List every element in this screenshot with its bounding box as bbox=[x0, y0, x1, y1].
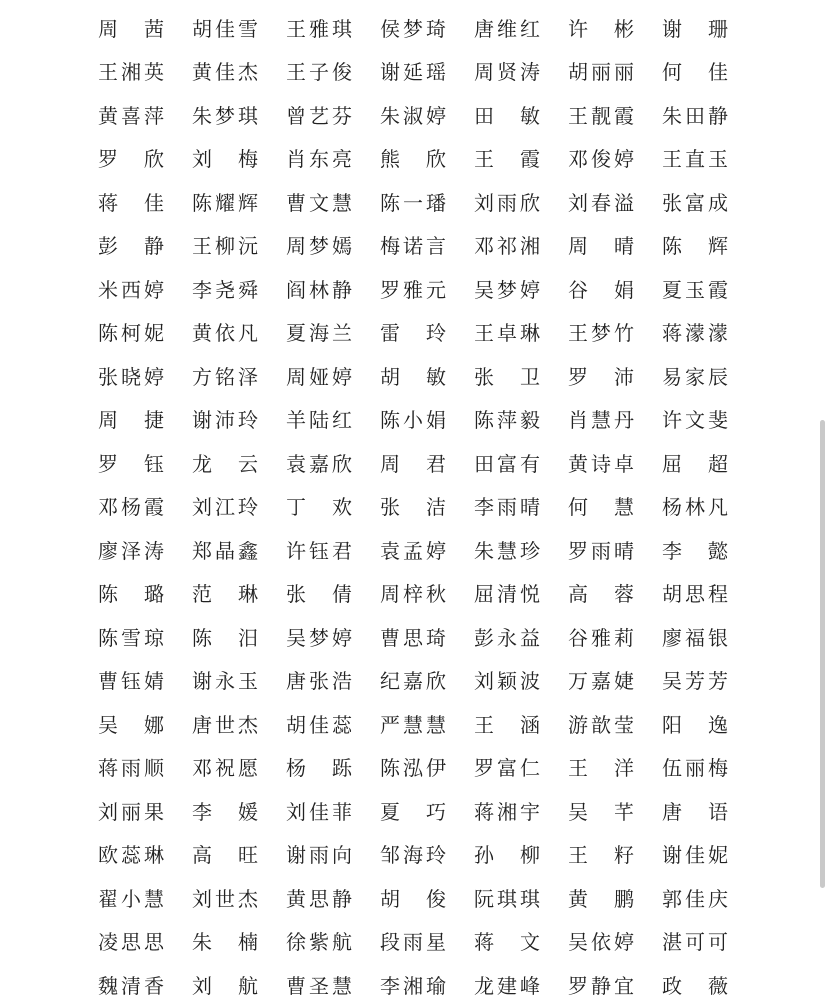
name-cell: 陈 璐 bbox=[98, 582, 164, 607]
name-cell: 雷 玲 bbox=[380, 321, 446, 346]
name-cell: 周 晴 bbox=[568, 234, 634, 259]
name-cell: 侯 梦 琦 bbox=[380, 16, 446, 41]
name-cell: 严 慧 慧 bbox=[380, 712, 446, 737]
name-row bbox=[98, 921, 738, 965]
name-cell: 许 彬 bbox=[568, 16, 634, 41]
name-cell: 肖 东 亮 bbox=[286, 147, 352, 172]
name-cell: 谢 珊 bbox=[662, 16, 728, 41]
name-cell: 陈 汨 bbox=[192, 625, 258, 650]
name-cell: 高 旺 bbox=[192, 843, 258, 868]
name-row bbox=[98, 51, 738, 95]
name-cell: 邓 祁 湘 bbox=[474, 234, 540, 259]
name-cell: 刘 颖 波 bbox=[474, 669, 540, 694]
name-cell: 王 直 玉 bbox=[662, 147, 728, 172]
name-cell: 王 雅 琪 bbox=[286, 16, 352, 41]
name-cell: 田 富 有 bbox=[474, 451, 540, 476]
name-cell: 陈 雪 琼 bbox=[98, 625, 164, 650]
name-cell: 屈 超 bbox=[662, 451, 728, 476]
name-cell: 刘 丽 果 bbox=[98, 799, 164, 824]
name-row bbox=[98, 877, 738, 921]
name-cell: 刘 世 杰 bbox=[192, 886, 258, 911]
name-row bbox=[98, 312, 738, 356]
name-cell: 唐 维 红 bbox=[474, 16, 540, 41]
name-row bbox=[98, 399, 738, 443]
name-cell: 王 籽 bbox=[568, 843, 634, 868]
name-cell: 朱 梦 琪 bbox=[192, 103, 258, 128]
name-cell: 许 钰 君 bbox=[286, 538, 352, 563]
name-cell: 黄 喜 萍 bbox=[98, 103, 164, 128]
name-row bbox=[98, 747, 738, 791]
name-cell: 谷 雅 莉 bbox=[568, 625, 634, 650]
vertical-scrollbar[interactable] bbox=[820, 420, 825, 888]
name-cell: 朱 楠 bbox=[192, 930, 258, 955]
name-row bbox=[98, 355, 738, 399]
name-cell: 夏 玉 霞 bbox=[662, 277, 728, 302]
name-cell: 阎 林 静 bbox=[286, 277, 352, 302]
name-cell: 蒋 湘 宇 bbox=[474, 799, 540, 824]
name-cell: 陈 小 娟 bbox=[380, 408, 446, 433]
name-cell: 许 文 斐 bbox=[662, 408, 728, 433]
name-cell: 黄 佳 杰 bbox=[192, 60, 258, 85]
name-cell: 张 富 成 bbox=[662, 190, 728, 215]
name-cell: 张 卫 bbox=[474, 364, 540, 389]
name-cell: 黄 鹏 bbox=[568, 886, 634, 911]
name-cell: 刘 春 溢 bbox=[568, 190, 634, 215]
name-cell: 邓 俊 婷 bbox=[568, 147, 634, 172]
name-cell: 王 子 俊 bbox=[286, 60, 352, 85]
name-cell: 何 佳 bbox=[662, 60, 728, 85]
name-cell: 王 霞 bbox=[474, 147, 540, 172]
name-cell: 邓 杨 霞 bbox=[98, 495, 164, 520]
name-cell: 周 捷 bbox=[98, 408, 164, 433]
name-row bbox=[98, 964, 738, 1008]
name-cell: 郑 晶 鑫 bbox=[192, 538, 258, 563]
name-cell: 丁 欢 bbox=[286, 495, 352, 520]
name-cell: 吴 梦 婷 bbox=[286, 625, 352, 650]
name-cell: 易 家 辰 bbox=[662, 364, 728, 389]
name-cell: 吴 梦 婷 bbox=[474, 277, 540, 302]
name-cell: 周 梓 秋 bbox=[380, 582, 446, 607]
name-cell: 欧 蕊 琳 bbox=[98, 843, 164, 868]
name-cell: 廖 福 银 bbox=[662, 625, 728, 650]
name-cell: 谢 延 瑶 bbox=[380, 60, 446, 85]
name-cell: 吴 芊 bbox=[568, 799, 634, 824]
name-cell: 杨 跞 bbox=[286, 756, 352, 781]
name-cell: 陈 辉 bbox=[662, 234, 728, 259]
name-cell: 龙 建 峰 bbox=[474, 973, 540, 998]
name-cell: 范 琳 bbox=[192, 582, 258, 607]
name-cell: 谢 佳 妮 bbox=[662, 843, 728, 868]
name-cell: 郭 佳 庆 bbox=[662, 886, 728, 911]
name-cell: 游 歆 莹 bbox=[568, 712, 634, 737]
name-cell: 羊 陆 红 bbox=[286, 408, 352, 433]
name-cell: 谷 娟 bbox=[568, 277, 634, 302]
name-cell: 袁 孟 婷 bbox=[380, 538, 446, 563]
name-cell: 田 敏 bbox=[474, 103, 540, 128]
name-cell: 黄 思 静 bbox=[286, 886, 352, 911]
name-cell: 纪 嘉 欣 bbox=[380, 669, 446, 694]
name-cell: 孙 柳 bbox=[474, 843, 540, 868]
name-cell: 陈 一 璠 bbox=[380, 190, 446, 215]
name-cell: 王 湘 英 bbox=[98, 60, 164, 85]
name-cell: 陈 萍 毅 bbox=[474, 408, 540, 433]
name-cell: 蒋 佳 bbox=[98, 190, 164, 215]
name-cell: 邓 祝 愿 bbox=[192, 756, 258, 781]
name-cell: 唐 世 杰 bbox=[192, 712, 258, 737]
name-cell: 李 媛 bbox=[192, 799, 258, 824]
name-cell: 谢 沛 玲 bbox=[192, 408, 258, 433]
name-cell: 熊 欣 bbox=[380, 147, 446, 172]
name-cell: 谢 雨 向 bbox=[286, 843, 352, 868]
name-cell: 阳 逸 bbox=[662, 712, 728, 737]
name-cell: 李 雨 晴 bbox=[474, 495, 540, 520]
name-cell: 周 贤 涛 bbox=[474, 60, 540, 85]
name-cell: 吴 依 婷 bbox=[568, 930, 634, 955]
name-cell: 黄 依 凡 bbox=[192, 321, 258, 346]
name-cell: 王 卓 琳 bbox=[474, 321, 540, 346]
name-cell: 彭 静 bbox=[98, 234, 164, 259]
name-row bbox=[98, 225, 738, 269]
name-cell: 陈 柯 妮 bbox=[98, 321, 164, 346]
name-cell: 万 嘉 婕 bbox=[568, 669, 634, 694]
name-cell: 罗 雨 晴 bbox=[568, 538, 634, 563]
name-cell: 王 洋 bbox=[568, 756, 634, 781]
name-cell: 朱 慧 珍 bbox=[474, 538, 540, 563]
name-cell: 李 湘 瑜 bbox=[380, 973, 446, 998]
name-cell: 米 西 婷 bbox=[98, 277, 164, 302]
name-cell: 魏 清 香 bbox=[98, 973, 164, 998]
name-row bbox=[98, 181, 738, 225]
name-cell: 王 靓 霞 bbox=[568, 103, 634, 128]
name-cell: 胡 敏 bbox=[380, 364, 446, 389]
name-cell: 彭 永 益 bbox=[474, 625, 540, 650]
name-cell: 蒋 雨 顺 bbox=[98, 756, 164, 781]
name-cell: 王 梦 竹 bbox=[568, 321, 634, 346]
name-cell: 朱 淑 婷 bbox=[380, 103, 446, 128]
name-cell: 夏 巧 bbox=[380, 799, 446, 824]
name-cell: 罗 富 仁 bbox=[474, 756, 540, 781]
name-cell: 曹 思 琦 bbox=[380, 625, 446, 650]
name-row bbox=[98, 138, 738, 182]
name-cell: 邹 海 玲 bbox=[380, 843, 446, 868]
name-cell: 吴 芳 芳 bbox=[662, 669, 728, 694]
name-row bbox=[98, 486, 738, 530]
name-cell: 曾 艺 芬 bbox=[286, 103, 352, 128]
name-cell: 李 尧 舜 bbox=[192, 277, 258, 302]
name-row bbox=[98, 94, 738, 138]
name-cell: 罗 雅 元 bbox=[380, 277, 446, 302]
name-cell: 方 铭 泽 bbox=[192, 364, 258, 389]
name-cell: 胡 思 程 bbox=[662, 582, 728, 607]
name-cell: 周 梦 嫣 bbox=[286, 234, 352, 259]
name-cell: 罗 静 宜 bbox=[568, 973, 634, 998]
name-cell: 袁 嘉 欣 bbox=[286, 451, 352, 476]
name-cell: 朱 田 静 bbox=[662, 103, 728, 128]
name-cell: 陈 耀 辉 bbox=[192, 190, 258, 215]
name-cell: 蒋 文 bbox=[474, 930, 540, 955]
name-cell: 王 柳 沅 bbox=[192, 234, 258, 259]
name-cell: 阮 琪 琪 bbox=[474, 886, 540, 911]
name-cell: 胡 佳 雪 bbox=[192, 16, 258, 41]
name-row bbox=[98, 268, 738, 312]
name-cell: 罗 欣 bbox=[98, 147, 164, 172]
name-cell: 翟 小 慧 bbox=[98, 886, 164, 911]
name-cell: 唐 张 浩 bbox=[286, 669, 352, 694]
name-cell: 肖 慧 丹 bbox=[568, 408, 634, 433]
name-cell: 曹 圣 慧 bbox=[286, 973, 352, 998]
name-row bbox=[98, 660, 738, 704]
name-row bbox=[98, 529, 738, 573]
name-cell: 胡 俊 bbox=[380, 886, 446, 911]
name-cell: 谢 永 玉 bbox=[192, 669, 258, 694]
name-cell: 凌 思 思 bbox=[98, 930, 164, 955]
name-cell: 曹 钰 婧 bbox=[98, 669, 164, 694]
name-cell: 刘 江 玲 bbox=[192, 495, 258, 520]
name-cell: 刘 雨 欣 bbox=[474, 190, 540, 215]
name-cell: 陈 泓 伊 bbox=[380, 756, 446, 781]
name-cell: 曹 文 慧 bbox=[286, 190, 352, 215]
name-cell: 唐 语 bbox=[662, 799, 728, 824]
name-cell: 罗 钰 bbox=[98, 451, 164, 476]
name-cell: 夏 海 兰 bbox=[286, 321, 352, 346]
name-cell: 周 娅 婷 bbox=[286, 364, 352, 389]
name-cell: 段 雨 星 bbox=[380, 930, 446, 955]
name-cell: 黄 诗 卓 bbox=[568, 451, 634, 476]
name-row bbox=[98, 442, 738, 486]
name-cell: 王 涵 bbox=[474, 712, 540, 737]
name-cell: 廖 泽 涛 bbox=[98, 538, 164, 563]
name-row bbox=[98, 790, 738, 834]
name-cell: 伍 丽 梅 bbox=[662, 756, 728, 781]
name-cell: 刘 佳 菲 bbox=[286, 799, 352, 824]
name-row bbox=[98, 573, 738, 617]
name-cell: 刘 梅 bbox=[192, 147, 258, 172]
name-cell: 杨 林 凡 bbox=[662, 495, 728, 520]
name-cell: 胡 佳 蕊 bbox=[286, 712, 352, 737]
name-cell: 张 晓 婷 bbox=[98, 364, 164, 389]
name-cell: 张 洁 bbox=[380, 495, 446, 520]
name-row bbox=[98, 703, 738, 747]
name-row bbox=[98, 834, 738, 878]
name-cell: 张 倩 bbox=[286, 582, 352, 607]
name-cell: 罗 沛 bbox=[568, 364, 634, 389]
name-cell: 周 君 bbox=[380, 451, 446, 476]
name-cell: 龙 云 bbox=[192, 451, 258, 476]
name-cell: 蒋 濛 濛 bbox=[662, 321, 728, 346]
name-cell: 周 茜 bbox=[98, 16, 164, 41]
name-cell: 徐 紫 航 bbox=[286, 930, 352, 955]
name-cell: 政 薇 bbox=[662, 973, 728, 998]
name-cell: 李 懿 bbox=[662, 538, 728, 563]
name-cell: 高 蓉 bbox=[568, 582, 634, 607]
name-cell: 刘 航 bbox=[192, 973, 258, 998]
name-cell: 胡 丽 丽 bbox=[568, 60, 634, 85]
name-cell: 湛 可 可 bbox=[662, 930, 728, 955]
name-cell: 屈 清 悦 bbox=[474, 582, 540, 607]
name-cell: 何 慧 bbox=[568, 495, 634, 520]
name-cell: 吴 娜 bbox=[98, 712, 164, 737]
name-row bbox=[98, 616, 738, 660]
name-cell: 梅 诺 言 bbox=[380, 234, 446, 259]
name-list bbox=[98, 7, 738, 1008]
name-row bbox=[98, 7, 738, 51]
